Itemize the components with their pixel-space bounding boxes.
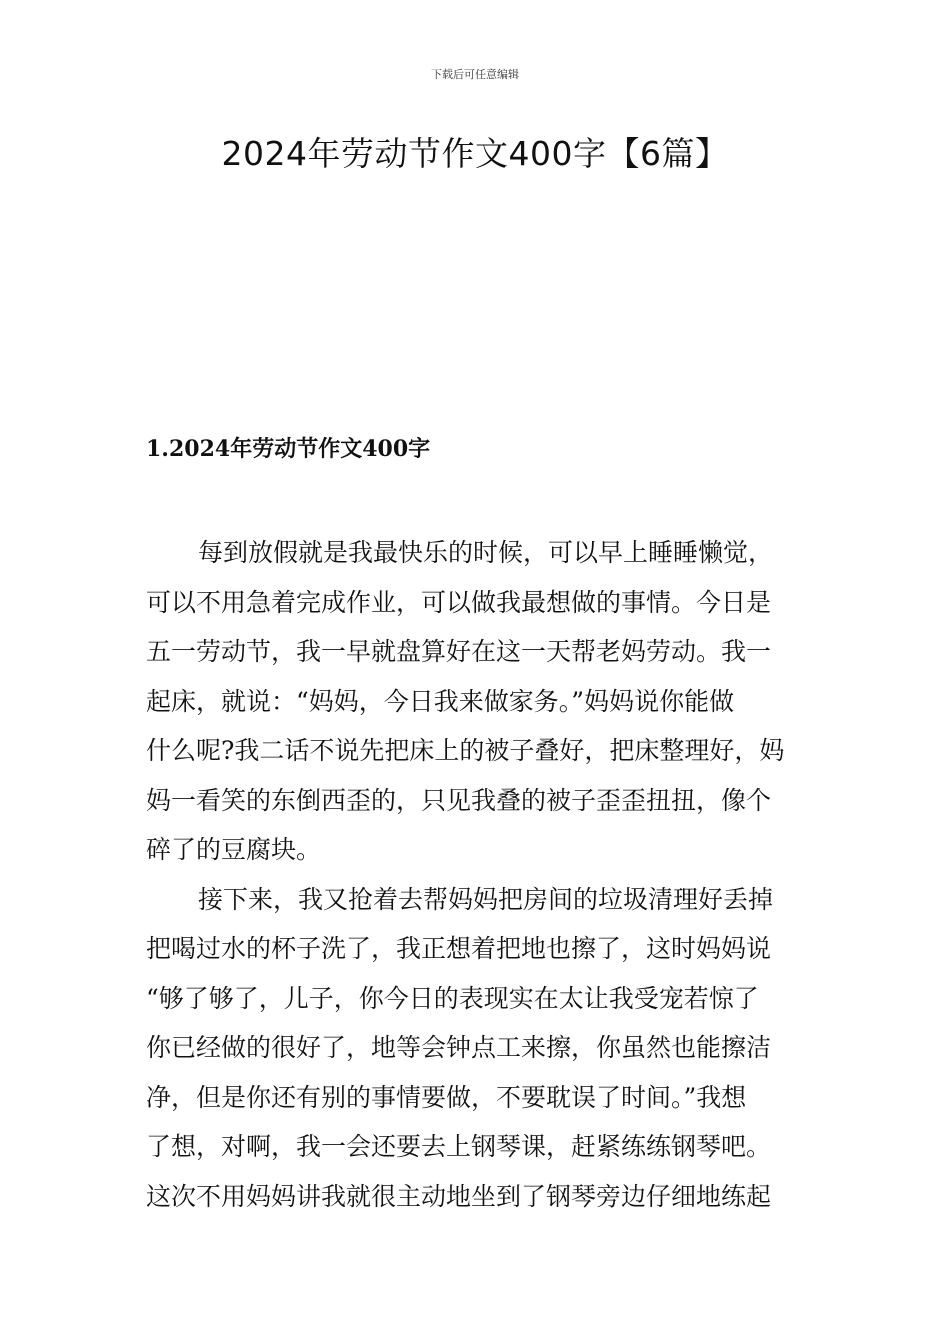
- paragraph-1: [146, 528, 806, 875]
- text-line: 每到放假就是我最快乐的时候，可以早上睡睡懒觉，: [198, 538, 774, 567]
- header-note: 下载后可任意编辑: [431, 68, 519, 81]
- section-heading: 1.2024年劳动节作文400字: [146, 436, 431, 462]
- text-line: 接下来，我又抢着去帮妈妈把房间的垃圾清理好丢掉: [198, 884, 774, 914]
- text-line: 什么呢?我二话不说先把床上的被子叠好，把床整理好，妈: [146, 736, 785, 765]
- text-line: 碎了的豆腐块。: [146, 835, 322, 864]
- text-line: 起床，就说：“妈妈，今日我来做家务。”妈妈说你能做: [146, 686, 735, 716]
- text-line: 五一劳动节，我一早就盘算好在这一天帮老妈劳动。我一: [146, 637, 772, 666]
- text-line: 可以不用急着完成作业，可以做我最想做的事情。今日是: [146, 587, 772, 617]
- document-body: [146, 528, 806, 1221]
- text-line: 这次不用妈妈讲我就很主动地坐到了钢琴旁边仔细地练起: [146, 1181, 772, 1211]
- text-line: 净，但是你还有别的事情要做，不要耽误了时间。”我想: [146, 1082, 747, 1112]
- text-line: 把喝过水的杯子洗了，我正想着把地也擦了，这时妈妈说: [146, 934, 772, 963]
- paragraph-2: [146, 875, 806, 1222]
- text-line: 妈一看笑的东倒西歪的，只见我叠的被子歪歪扭扭，像个: [146, 785, 772, 815]
- text-line: “够了够了，儿子，你今日的表现实在太让我受宠若惊了: [146, 983, 759, 1013]
- text-line: 你已经做的很好了，地等会钟点工来擦，你虽然也能擦洁: [146, 1033, 772, 1062]
- document-title: 2024年劳动节作文400字【6篇】: [221, 134, 729, 173]
- text-line: 了想，对啊，我一会还要去上钢琴课，赶紧练练钢琴吧。: [146, 1132, 772, 1161]
